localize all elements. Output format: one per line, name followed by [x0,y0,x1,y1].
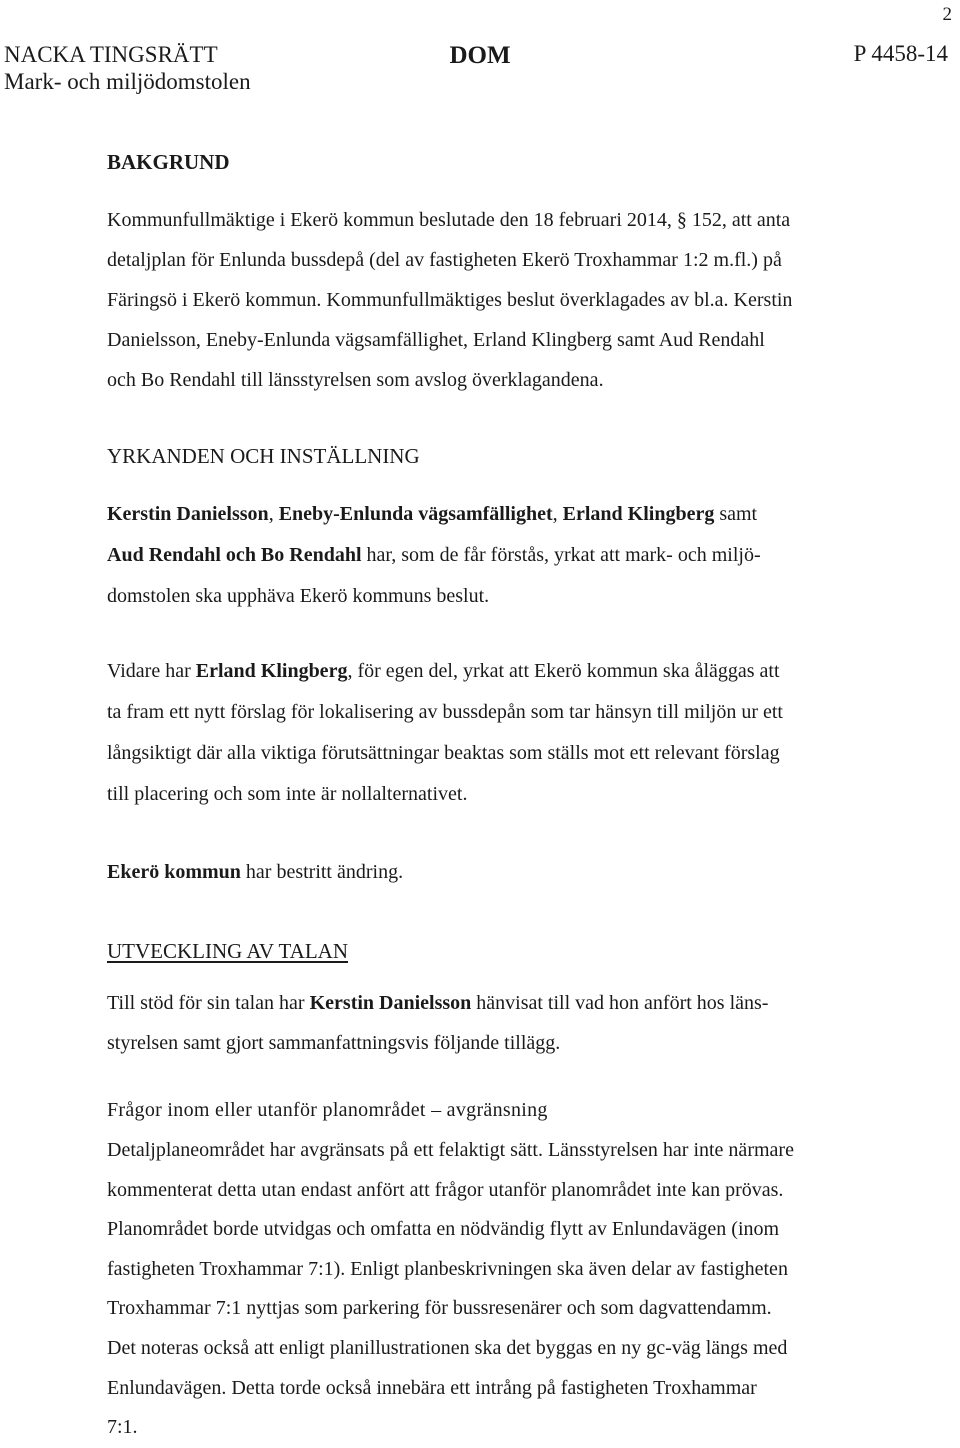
text-span: har bestritt ändring. [240,861,404,883]
text-span: hänvisat till vad hon anfört hos läns- [471,992,769,1014]
text-line [107,983,907,1023]
heading-utveckling: UTVECKLING AV TALAN [107,939,348,963]
court-name: NACKA TINGSRÄTT [4,42,218,67]
text-line [107,494,907,535]
text-line: fastigheten Troxhammar 7:1). Enligt planbeskrivningen ska även delar av fastigheten [107,1257,788,1280]
text-line: styrelsen samt gjort sammanfattningsvis följande tillägg. [107,1032,561,1054]
text-line: långsiktigt där alla viktiga förutsättningar beaktas som ställs mot ett relevant förslag [107,742,780,764]
text-line: och Bo Rendahl till länsstyrelsen som avslog överklagandena. [107,369,604,391]
text-line: Troxhammar 7:1 nyttjas som parkering för bussresenärer och som dagvattendamm. [107,1297,772,1320]
text-line: domstolen ska upphäva Ekerö kommuns beslut. [107,585,490,607]
paragraph-yrkanden-3 [107,852,907,892]
party-name: Erland Klingberg [562,503,715,525]
text-line [107,852,907,892]
text-line [107,651,907,692]
text-span: Vidare har [107,660,196,682]
party-name: Kerstin Danielsson [107,503,269,525]
document-type: DOM [449,42,511,69]
party-name: Aud Rendahl och Bo Rendahl [107,544,362,566]
subheading-avgransning: Frågor inom eller utanför planområdet – avgränsning [107,1099,548,1121]
heading-yrkanden: YRKANDEN OCH INSTÄLLNING [107,444,420,468]
text-line: Det noteras också att enligt planillustrationen ska det byggas en ny gc-väg längs med [107,1336,788,1359]
court-division: Mark- och miljödomstolen [4,69,251,94]
text-span: , [552,503,563,525]
text-line: Detaljplaneområdet har avgränsats på ett felaktigt sätt. Länsstyrelsen har inte närmare [107,1139,794,1161]
text-line: Färingsö i Ekerö kommun. Kommunfullmäktiges beslut överklagades av bl.a. Kerstin [107,289,793,311]
text-line: 7:1. [107,1416,138,1439]
paragraph-utveckling-1 [107,983,907,1063]
paragraph-bakgrund [107,200,907,400]
text-line: Enlundavägen. Detta torde också innebära ett intrång på fastigheten Troxhammar [107,1376,757,1399]
text-line: Kommunfullmäktige i Ekerö kommun beslutade den 18 februari 2014, § 152, att anta [107,209,791,231]
text-span: har, som de får förstås, yrkat att mark- och miljö- [361,544,761,566]
text-line: Planområdet borde utvidgas och omfatta en nödvändig flytt av Enlundavägen (inom [107,1218,780,1241]
text-span: samt [714,503,758,525]
text-line: kommenterat detta utan endast anfört att frågor utanför planområdet inte kan prövas. [107,1178,784,1201]
case-number: P 4458-14 [853,41,948,66]
text-line: ta fram ett nytt förslag för lokalisering av bussdepån som tar hänsyn till miljön ur ett [107,701,783,723]
text-line: till placering och som inte är nollalternativet. [107,783,468,805]
party-name: Eneby-Enlunda vägsamfällighet [278,503,553,525]
text-span: Till stöd för sin talan har [107,992,310,1014]
page-number: 2 [942,4,952,25]
text-span: , för egen del, yrkat att Ekerö kommun ska åläggas att [347,660,780,682]
paragraph-utveckling-2 [107,1131,907,1448]
paragraph-yrkanden-1 [107,494,907,617]
text-span: , [268,503,279,525]
paragraph-yrkanden-2 [107,651,907,815]
party-name: Erland Klingberg [195,660,348,682]
text-line: Danielsson, Eneby-Enlunda vägsamfällighet, Erland Klingberg samt Aud Rendahl [107,329,765,351]
party-name: Kerstin Danielsson [309,992,472,1014]
text-line: detaljplan för Enlunda bussdepå (del av fastigheten Ekerö Troxhammar 1:2 m.fl.) på [107,249,782,271]
party-name: Ekerö kommun [107,861,241,883]
text-line [107,535,907,576]
heading-bakgrund: BAKGRUND [107,150,230,174]
